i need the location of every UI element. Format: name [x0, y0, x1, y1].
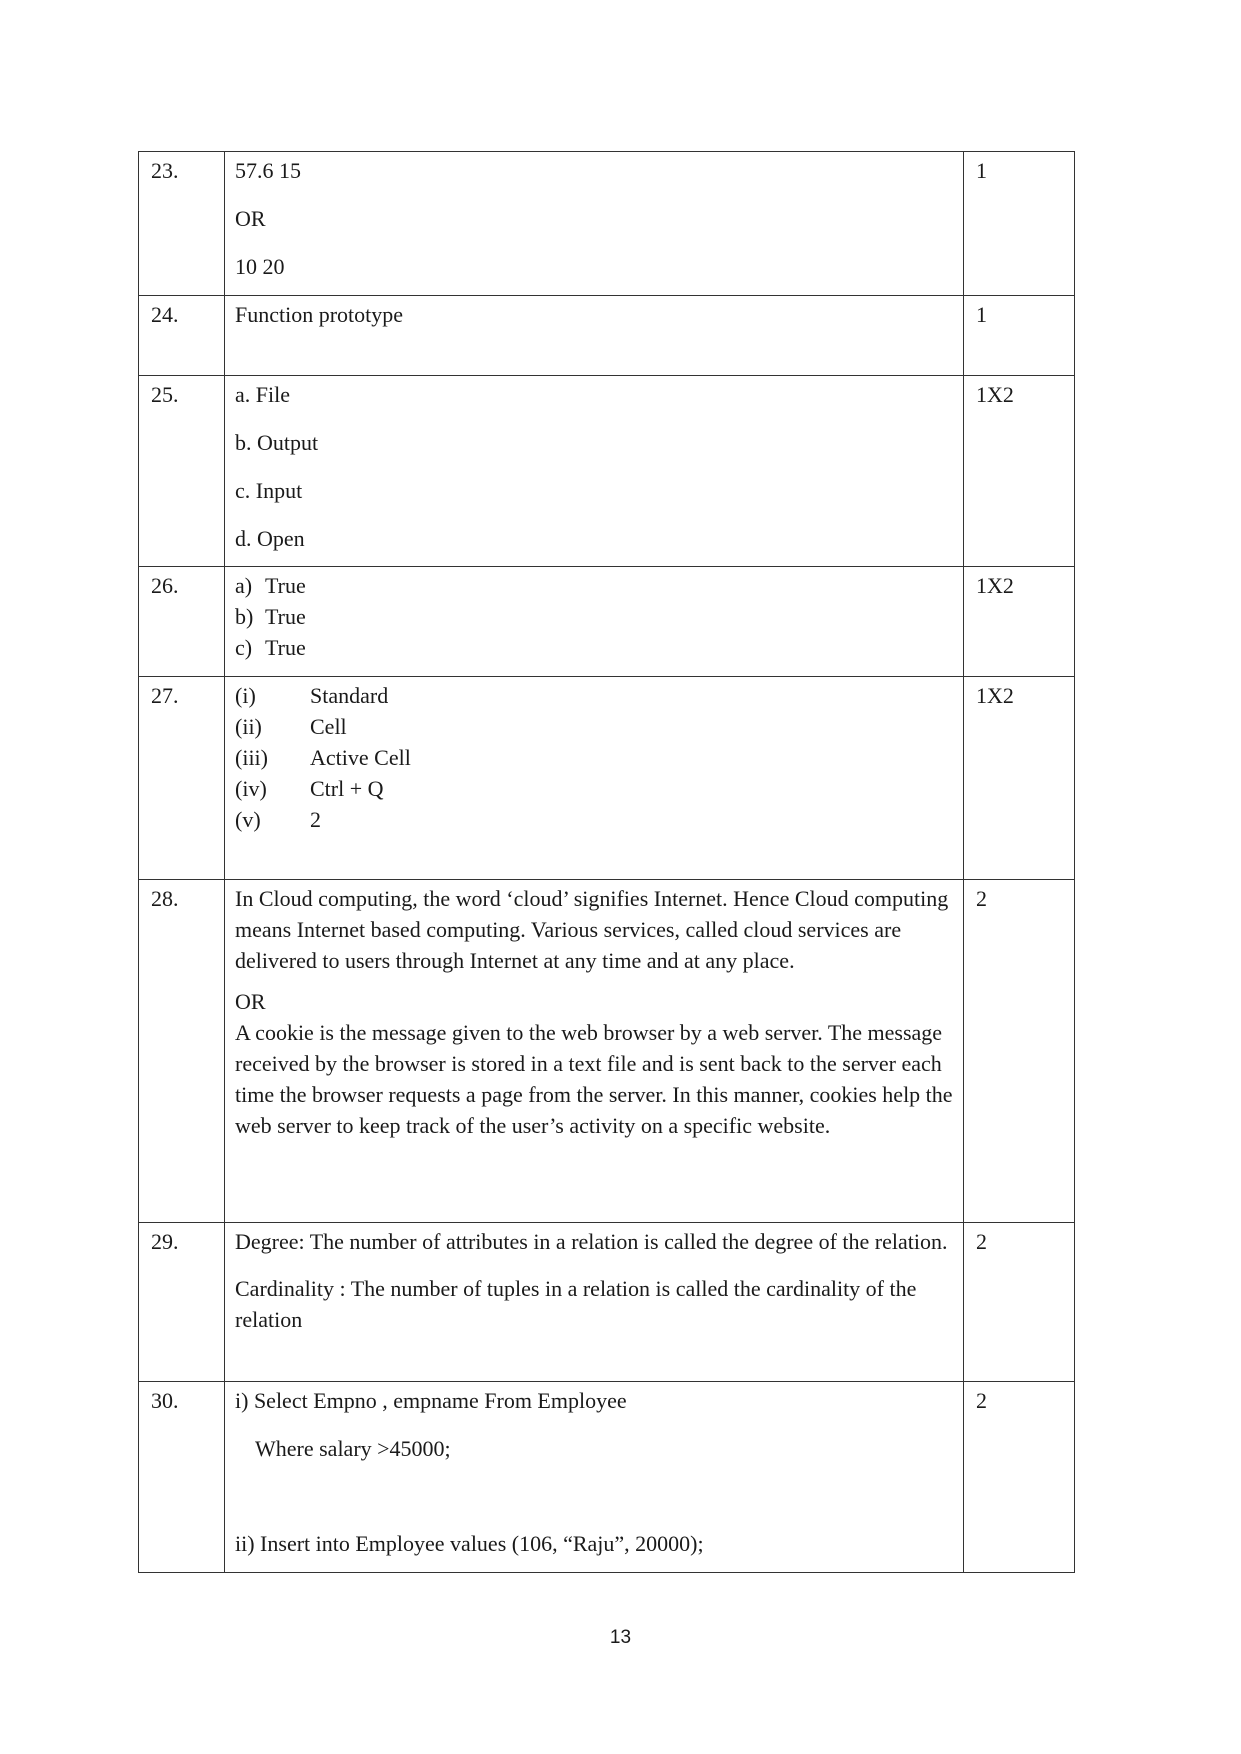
answer-paragraph: Cardinality : The number of tuples in a relation is called the cardinality of the relation: [235, 1276, 917, 1332]
answer-cell: [225, 376, 964, 567]
answer-cell: [225, 1382, 964, 1573]
question-number-cell: [139, 1382, 225, 1573]
marks-cell: [964, 1223, 1075, 1382]
marks-value: 2: [976, 886, 987, 911]
table-row: [139, 1223, 1075, 1382]
list-item: [235, 570, 953, 601]
question-number-cell: [139, 677, 225, 880]
item-label: (iii): [235, 745, 268, 770]
marks-cell: [964, 296, 1075, 376]
item-text: True: [265, 635, 306, 660]
item-label: c): [235, 635, 253, 660]
answer-cell: [225, 1223, 964, 1382]
item-text: Ctrl + Q: [310, 776, 384, 801]
question-number-cell: [139, 376, 225, 567]
fill-blanks-list: [225, 677, 963, 835]
table-row: [139, 1382, 1075, 1573]
answer-cell: [225, 880, 964, 1223]
item-text: Active Cell: [310, 745, 411, 770]
question-number: 25.: [151, 382, 179, 407]
sql-query-line: i) Select Empno , empname From Employee: [235, 1388, 627, 1413]
answer-line: b. Output: [235, 430, 319, 455]
marks-cell: [964, 376, 1075, 567]
or-separator: OR: [235, 989, 266, 1014]
answer-line: a. File: [235, 382, 290, 407]
marks-cell: [964, 880, 1075, 1223]
page-number: 13: [609, 1627, 632, 1648]
table-row: [139, 376, 1075, 567]
answer-paragraph: A cookie is the message given to the web browser by a web server. The message received by the browser is stored in a text file and is sent back to the server each time the browser requests a page from the server. In this manner, cookies help the web server to keep track of the user’s activity on a specific website.: [235, 1020, 953, 1138]
sql-query-line: Where salary >45000;: [255, 1436, 451, 1461]
item-text: True: [265, 573, 306, 598]
answer-table: [138, 151, 1075, 1573]
answer-cell: [225, 567, 964, 677]
marks-cell: [964, 677, 1075, 880]
table-row: [139, 152, 1075, 296]
list-item: [235, 601, 953, 632]
marks-value: 2: [976, 1229, 987, 1254]
list-item: [235, 632, 953, 663]
marks-value: 1X2: [976, 573, 1014, 598]
item-label: (iv): [235, 776, 267, 801]
marks-cell: [964, 567, 1075, 677]
answer-line: 57.6 15: [235, 158, 301, 183]
table-row: [139, 567, 1075, 677]
question-number: 30.: [151, 1388, 179, 1413]
question-number: 29.: [151, 1229, 179, 1254]
item-label: (v): [235, 807, 261, 832]
marks-value: 1X2: [976, 382, 1014, 407]
list-item: [235, 711, 953, 742]
item-text: Cell: [310, 714, 347, 739]
table-row: [139, 880, 1075, 1223]
true-false-list: [225, 567, 963, 663]
list-item: [235, 804, 953, 835]
table-row: [139, 677, 1075, 880]
list-item: [235, 742, 953, 773]
item-label: (i): [235, 683, 256, 708]
question-number: 27.: [151, 683, 179, 708]
marks-cell: [964, 1382, 1075, 1573]
item-label: b): [235, 604, 254, 629]
item-text: True: [265, 604, 306, 629]
marks-cell: [964, 152, 1075, 296]
answer-line: d. Open: [235, 526, 305, 551]
answer-paragraph: In Cloud computing, the word ‘cloud’ signifies Internet. Hence Cloud computing means Internet based computing. Various services, called cloud services are delivered to users through Internet at any time and at any place.: [235, 886, 949, 973]
answer-line: 10 20: [235, 254, 285, 279]
marks-value: 1: [976, 158, 987, 183]
item-label: a): [235, 573, 253, 598]
item-label: (ii): [235, 714, 262, 739]
question-number: 26.: [151, 573, 179, 598]
sql-query-line: ii) Insert into Employee values (106, “Raju”, 20000);: [235, 1531, 704, 1556]
marks-value: 1X2: [976, 683, 1014, 708]
question-number: 28.: [151, 886, 179, 911]
answer-line: c. Input: [235, 478, 303, 503]
question-number: 24.: [151, 302, 179, 327]
question-number: 23.: [151, 158, 179, 183]
question-number-cell: [139, 880, 225, 1223]
item-text: Standard: [310, 683, 389, 708]
answer-cell: [225, 677, 964, 880]
marks-value: 2: [976, 1388, 987, 1413]
item-text: 2: [310, 807, 321, 832]
list-item: [235, 773, 953, 804]
question-number-cell: [139, 296, 225, 376]
table-row: [139, 296, 1075, 376]
marks-value: 1: [976, 302, 987, 327]
question-number-cell: [139, 1223, 225, 1382]
answer-line: Function prototype: [235, 302, 404, 327]
answer-cell: [225, 296, 964, 376]
answer-paragraph: Degree: The number of attributes in a relation is called the degree of the relation.: [235, 1229, 948, 1254]
list-item: [235, 680, 953, 711]
question-number-cell: [139, 567, 225, 677]
or-separator: OR: [235, 206, 266, 231]
answer-cell: [225, 152, 964, 296]
question-number-cell: [139, 152, 225, 296]
